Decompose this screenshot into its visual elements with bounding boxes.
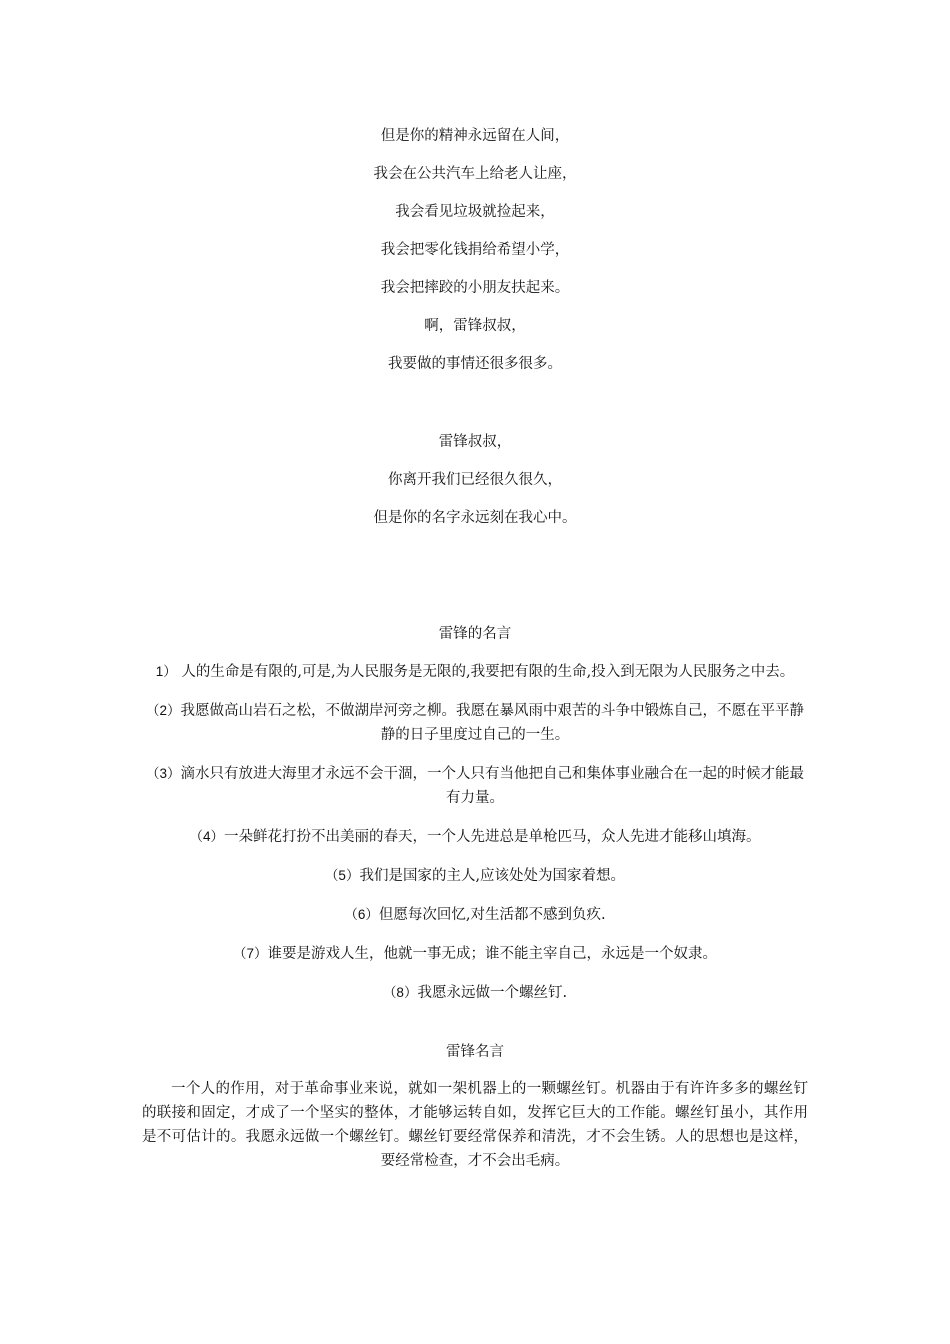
quote-number: （7） [232, 946, 268, 961]
quote-item [140, 762, 810, 810]
poem-line: 你离开我们已经很久很久， [388, 472, 562, 488]
quote-number: 1） [155, 664, 177, 679]
quote-item [140, 825, 810, 849]
quote-number: （6） [344, 907, 379, 922]
quote-text: 我愿做高山岩石之松，不做湖岸河旁之柳。我愿在暴风雨中艰苦的斗争中锻炼自己，不愿在平平静静的日子里度过自己的一生。 [180, 703, 804, 743]
quote-item [140, 903, 810, 927]
poem-line: 我要做的事情还很多很多。 [388, 356, 562, 372]
quote-number: （8） [382, 985, 418, 1000]
quote-number: （4） [189, 829, 224, 844]
quote-text: 谁要是游戏人生，他就一事无成；谁不能主宰自己，永远是一个奴隶。 [267, 946, 717, 962]
quote-text: 滴水只有放进大海里才永远不会干涸，一个人只有当他把自己和集体事业融合在一起的时候才能最有力量。 [180, 766, 804, 806]
poem-stanza-2 [0, 432, 950, 546]
poem-line: 我会把摔跤的小朋友扶起来。 [380, 280, 570, 296]
quote-text: 人的生命是有限的,可是,为人民服务是无限的,我要把有限的生命,投入到无限为人民服务之中去。 [176, 664, 795, 680]
poem-line: 但是你的名字永远刻在我心中。 [373, 510, 577, 526]
poem-line: 雷锋叔叔， [438, 434, 512, 450]
quote-text: 但愿每次回忆,对生活都不感到负疚. [378, 907, 606, 923]
poem-stanza-1 [0, 126, 950, 392]
quote-text: 我愿永远做一个螺丝钉. [417, 985, 568, 1001]
quote-text: 一朵鲜花打扮不出美丽的春天，一个人先进总是单枪匹马，众人先进才能移山填海。 [224, 829, 761, 845]
quote-item [140, 942, 810, 966]
quote-text: 我们是国家的主人,应该处处为国家着想。 [359, 868, 626, 884]
quote-number: （3） [145, 766, 181, 781]
poem-line: 但是你的精神永远留在人间， [380, 128, 570, 144]
quote-item [140, 699, 810, 747]
section-title-quotes: 雷锋的名言 [438, 626, 512, 642]
quotes-list [140, 660, 810, 1020]
poem-line: 我会在公共汽车上给老人让座， [373, 166, 577, 182]
poem-line: 我会看见垃圾就捡起来， [395, 204, 555, 220]
quote-number: （5） [324, 868, 360, 883]
quote-item [140, 981, 810, 1005]
section-title-essay: 雷锋名言 [446, 1044, 504, 1060]
quote-number: （2） [145, 703, 181, 718]
quote-item [140, 660, 810, 684]
poem-line: 我会把零化钱捐给希望小学， [380, 242, 570, 258]
essay-paragraph: 一个人的作用，对于革命事业来说，就如一架机器上的一颗螺丝钉。机器由于有许许多多的螺丝钉的联接和固定，才成了一个坚实的整体，才能够运转自如，发挥它巨大的工作能。螺丝钉虽小，其作用是不可估计的。我愿永远做一个螺丝钉。螺丝钉要经常保养和清洗，才不会生锈。人的思想也是这样，要经常检查，才不会出毛病。 [142, 1081, 808, 1169]
quote-item [140, 864, 810, 888]
poem-line: 啊，雷锋叔叔， [424, 318, 526, 334]
